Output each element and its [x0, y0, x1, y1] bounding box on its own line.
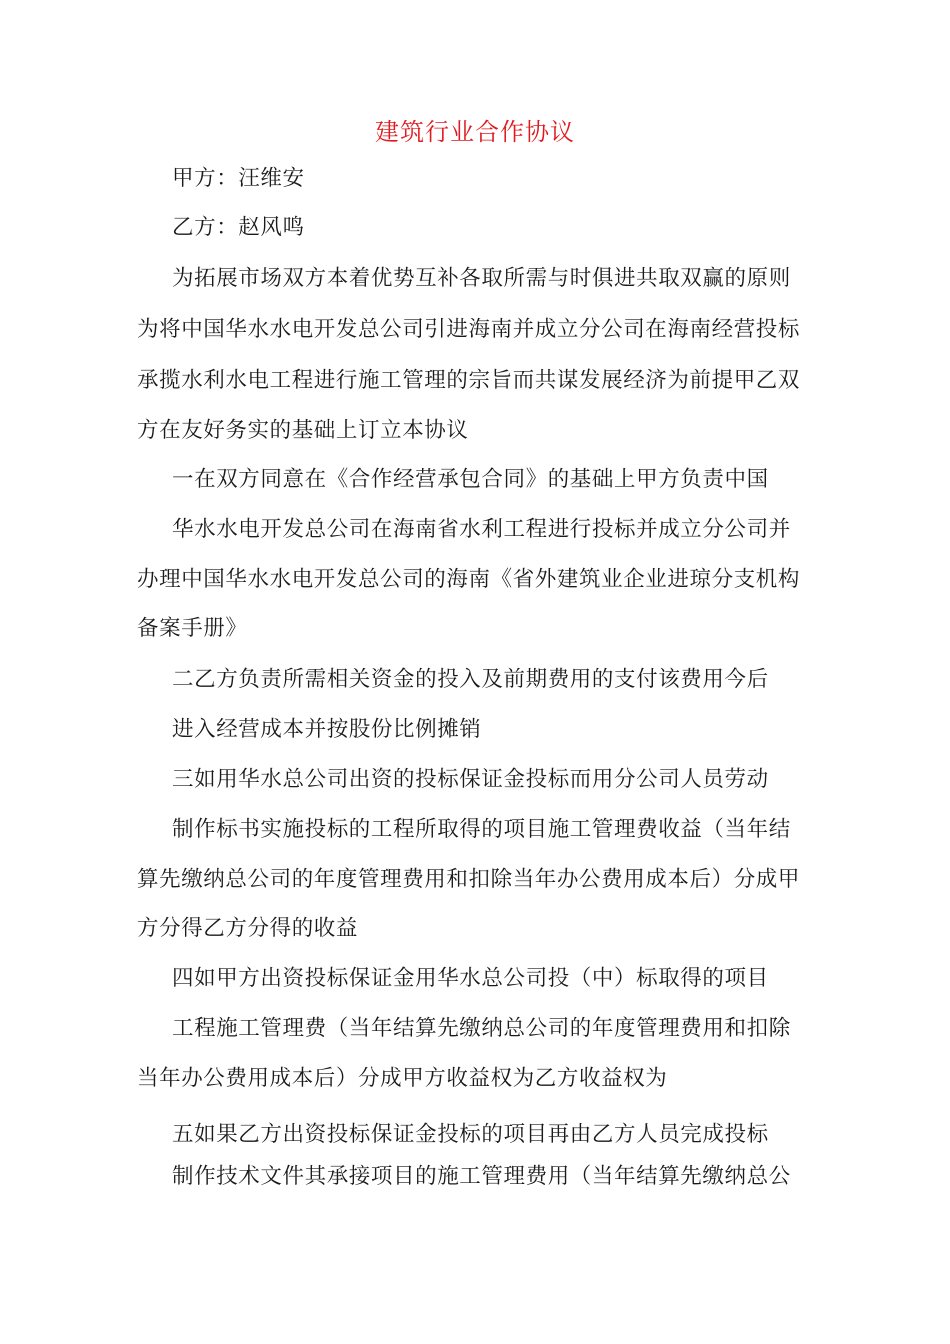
clause-3-line-1: 三如用华水总公司出资的投标保证金投标而用分公司人员劳动	[172, 767, 769, 792]
clause-4-line-1: 四如甲方出资投标保证金用华水总公司投（中）标取得的项目	[172, 966, 769, 991]
clause-5-line-1: 五如果乙方出资投标保证金投标的项目再由乙方人员完成投标	[172, 1122, 769, 1147]
clause-1-line-4: 备案手册》	[137, 616, 248, 641]
clause-1-line-2: 华水水电开发总公司在海南省水利工程进行投标并成立分公司并	[172, 517, 791, 542]
clause-4-line-2: 工程施工管理费（当年结算先缴纳总公司的年度管理费用和扣除	[172, 1016, 791, 1041]
preamble-line-3: 承揽水利水电工程进行施工管理的宗旨而共谋发展经济为前提甲乙双	[137, 368, 801, 393]
party-b-line: 乙方：赵风鸣	[172, 215, 305, 240]
clause-3-line-3: 算先缴纳总公司的年度管理费用和扣除当年办公费用成本后）分成甲	[137, 867, 801, 892]
clause-4-line-3: 当年办公费用成本后）分成甲方收益权为乙方收益权为	[137, 1066, 668, 1091]
clause-2-line-2: 进入经营成本并按股份比例摊销	[172, 717, 482, 742]
party-a-line: 甲方：汪维安	[172, 166, 305, 191]
document-title: 建筑行业合作协议	[375, 118, 575, 146]
clause-1-line-1: 一在双方同意在《合作经营承包合同》的基础上甲方负责中国	[172, 467, 769, 492]
clause-1-line-3: 办理中国华水水电开发总公司的海南《省外建筑业企业进琼分支机构	[137, 567, 801, 592]
clause-5-line-2: 制作技术文件其承接项目的施工管理费用（当年结算先缴纳总公	[172, 1164, 791, 1189]
clause-3-line-2: 制作标书实施投标的工程所取得的项目施工管理费收益（当年结	[172, 817, 791, 842]
clause-3-line-4: 方分得乙方分得的收益	[137, 916, 359, 941]
clause-2-line-1: 二乙方负责所需相关资金的投入及前期费用的支付该费用今后	[172, 667, 769, 692]
preamble-line-1: 为拓展市场双方本着优势互补各取所需与时俱进共取双赢的原则	[172, 266, 791, 291]
preamble-line-2: 为将中国华水水电开发总公司引进海南并成立分公司在海南经营投标	[137, 317, 801, 342]
preamble-line-4: 方在友好务实的基础上订立本协议	[137, 418, 469, 443]
